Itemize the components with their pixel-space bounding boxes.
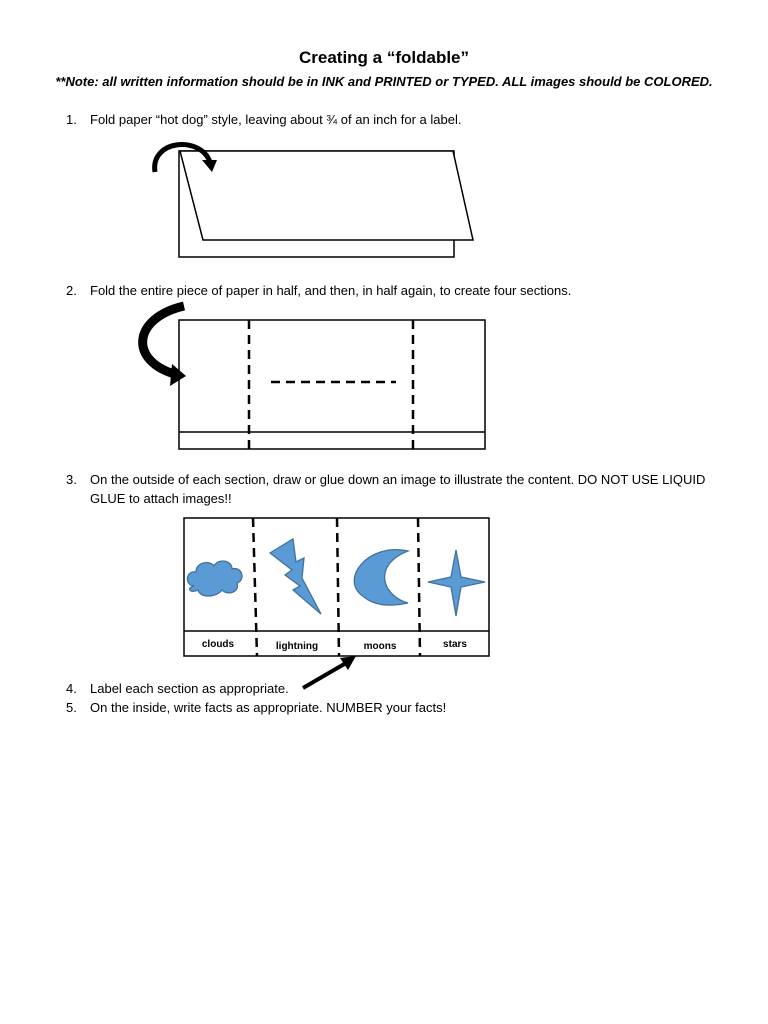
big-curved-arrow — [143, 306, 184, 375]
step-number: 5. — [66, 700, 77, 715]
step-number: 2. — [66, 283, 77, 298]
paper-outline — [179, 320, 485, 449]
star-icon — [428, 550, 485, 616]
step-number: 1. — [66, 112, 77, 127]
step-5 — [66, 698, 706, 717]
section-label-clouds: clouds — [201, 639, 235, 650]
section-label-stars: stars — [443, 639, 467, 650]
back-sheet — [179, 151, 454, 257]
divider-3 — [418, 518, 420, 656]
step-text: Fold the entire piece of paper in half, and then, in half again, to create four sections. — [90, 283, 572, 298]
arrow-head — [202, 160, 217, 172]
paper-outline — [184, 518, 489, 656]
folded-flap — [180, 151, 473, 240]
divider-1 — [253, 518, 257, 656]
step-text: On the outside of each section, draw or glue down an image to illustrate the content. DO NOT USE LIQUID GLUE to attach images!! — [90, 472, 706, 506]
lightning-icon — [270, 539, 321, 614]
step-text: On the inside, write facts as appropriate. NUMBER your facts! — [90, 700, 447, 715]
step-4 — [66, 679, 706, 698]
divider-2 — [337, 518, 339, 656]
section-label-lightning: lightning — [275, 641, 319, 652]
section-label-moons: moons — [363, 641, 397, 652]
step-number: 4. — [66, 681, 77, 696]
step-text: Label each section as appropriate. — [90, 681, 289, 696]
arrow-head — [340, 656, 356, 670]
moon-icon — [354, 550, 408, 605]
cloud-icon — [187, 561, 242, 596]
arrow-head — [170, 364, 186, 386]
curved-fold-arrow — [155, 145, 210, 172]
ink-note: **Note: all written information should be in INK and PRINTED or TYPED. ALL images should be COLORED. — [55, 74, 713, 89]
step-1 — [66, 110, 706, 129]
step-text: Fold paper “hot dog” style, leaving about ¾ of an inch for a label. — [90, 112, 462, 127]
page-title: Creating a “foldable” — [298, 48, 470, 67]
step-3 — [66, 470, 706, 508]
step-number: 3. — [66, 472, 77, 487]
step-2 — [66, 281, 706, 300]
